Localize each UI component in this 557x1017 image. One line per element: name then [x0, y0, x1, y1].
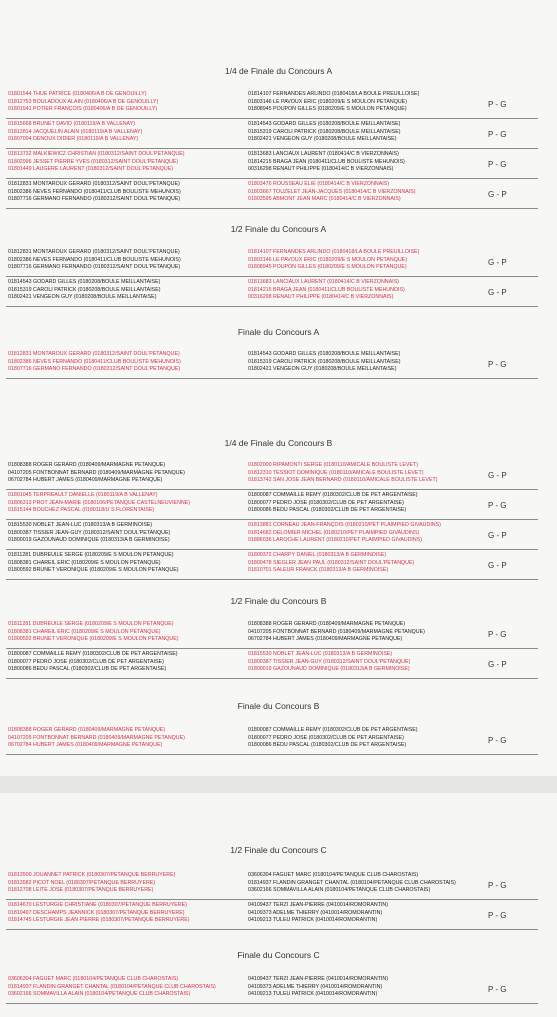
player-line: 01800592 BRUNET VÉRONIQUE (0180209/E S MOULON PETANQUE)	[8, 567, 179, 573]
left-team	[8, 621, 244, 644]
player-line: 01814682 DELOMIER MICHEL (0180210/PET PLAIMPIED GIVAUDINS)	[248, 529, 420, 536]
player-line: 01802421 VENGEON GUY (0180208/BOULE MEILLANTAISE)	[248, 136, 397, 142]
player-line: 01815319 CAROLI PATRICK (0180208/BOULE MEILLANTAISE)	[8, 286, 161, 293]
player-line: 01803667 TOUZELET JEAN-JACQUES (0180414/C B VIERZONNAIS)	[248, 188, 416, 195]
row-divider	[6, 754, 538, 755]
player-line: 01807716 GERMANO FERNANDO (0180312/SAINT DOUL'PETANQUE)	[8, 196, 181, 202]
player-line: 01814107 FERNANDES ARLINDO (0180418/LA BOULE PREUILLOISE)	[248, 91, 420, 97]
match-score: P - G	[488, 911, 507, 920]
left-team	[8, 462, 244, 485]
match-score: P - G	[488, 985, 507, 994]
left-team	[8, 552, 244, 575]
row-divider	[6, 178, 538, 179]
left-team	[8, 351, 244, 374]
player-line: 01814107 FERNANDES ARLINDO (0180418/LA BOULE PREUILLOISE)	[248, 249, 420, 255]
player-line: 01815530 NOBLET JEAN-LUC (0180313/A B GERMINOISE)	[8, 522, 153, 528]
row-divider	[6, 929, 538, 930]
player-line: 01800387 TISSIER JEAN-GUY (0180312/SAINT DOUL'PETANQUE)	[248, 658, 411, 665]
player-line: 03606304 FAGUET MARC (0180104/PETANQUE CLUB CHAROSTAIS)	[8, 976, 179, 982]
player-line: 01800077 PEDRO JOSÉ (0180302/CLUB DE PET ARGENTAISE)	[248, 499, 404, 506]
player-line: 01800387 TISSIER JEAN-GUY (0180312/SAINT DOUL'PETANQUE)	[8, 529, 171, 536]
row-divider	[6, 276, 538, 277]
player-line: 01808388 ROGER GÉRARD (0180409/MARMAGNE PETANQUE)	[248, 621, 406, 627]
player-line: 01812831 MONTAROUX GÉRARD (0180312/SAINT DOUL'PETANQUE)	[8, 249, 180, 255]
player-line: 01803146 LE PAVOUX ERIC (0180209/E S MOULON PETANQUE)	[248, 256, 407, 263]
row-divider	[6, 148, 538, 149]
right-team	[248, 462, 498, 485]
round-title: Finale du Concours C	[237, 950, 320, 960]
match-score: G - P	[488, 531, 507, 540]
left-team	[8, 651, 244, 674]
player-line: 01812708 LEITE JOSÉ (0180307/PETANQUE BERRUYERE)	[8, 887, 154, 893]
player-line: 01800077 PEDRO JOSÉ (0180302/CLUB DE PET ARGENTAISE)	[248, 734, 404, 741]
row-divider	[6, 208, 538, 209]
player-line: 01800019 GAZOUNAUD DOMINIQUE (0180313/A B GERMINOISE)	[248, 666, 410, 672]
left-team	[8, 872, 244, 895]
player-line: 01800478 SIEGLER JEAN PAUL (0180312/SAINT DOUL'PETANQUE)	[248, 559, 415, 566]
player-line: 01803146 LE PAVOUX ERIC (0180209/E S MOULON PETANQUE)	[248, 98, 407, 105]
player-line: 01814543 GODARD GILLES (0180208/BOULE MEILLANTAISE)	[248, 121, 401, 127]
match-row	[6, 492, 538, 520]
round-title: 1/4 de Finale du Concours A	[224, 66, 333, 76]
match-score: P - G	[488, 360, 507, 369]
match-row	[6, 181, 538, 209]
player-line: 04107205 FONTBONNAT BERNARD (0180409/MARMAGNE PETANQUE)	[248, 628, 425, 635]
match-score: P - G	[488, 130, 507, 139]
player-line: 04107205 FONTBONNAT BERNARD (0180409/MARMAGNE PETANQUE)	[8, 469, 185, 476]
player-line: 01803595 ABMONT JEAN MARC (0180414/C B VIERZONNAIS)	[248, 196, 401, 202]
right-team	[248, 91, 498, 114]
player-line: 03606304 FAGUET MARC (0180104/PETANQUE CLUB CHAROSTAIS)	[248, 872, 419, 878]
player-line: 01801544 THUE PATRICE (0180406/A B DE GENOUILLY)	[8, 91, 147, 97]
player-line: 01801541 POTIER FRANÇOIS (0180406/A B DE GENOUILLY)	[8, 106, 158, 112]
player-line: 01813732 MALKIEWICZ CHRISTIAN (0180312/SAINT DOUL'PETANQUE)	[8, 151, 185, 157]
player-line: 04109213 TULEU PATRICK (0410014/ROMORANTIN)	[248, 991, 378, 997]
match-score: G - P	[488, 288, 507, 297]
round-title: Finale du Concours B	[237, 701, 320, 711]
player-line: 01813742 SAN JOSE JEAN BERNARD (0180110/AMICALE BOULISTE LEVET)	[248, 477, 438, 483]
sheet-gap	[0, 776, 557, 793]
round-title: Finale du Concours A	[237, 327, 320, 337]
match-row	[6, 121, 538, 149]
player-line: 01814543 GODARD GILLES (0180208/BOULE MEILLANTAISE)	[8, 279, 161, 285]
right-team	[248, 651, 498, 674]
player-line: 01812831 MONTAROUX GÉRARD (0180312/SAINT DOUL'PETANQUE)	[8, 351, 180, 357]
left-team	[8, 151, 244, 174]
player-line: 04109437 TERZI JEAN-PIERRE (0410014/ROMORANTIN)	[248, 902, 389, 908]
player-line: 01811281 DUBREUILE SERGE (0180209/E S MOULON PETANQUE)	[8, 621, 174, 627]
player-line: 01814937 FLANDIN GRANGET CHANTAL (0180104/PETANQUE CLUB CHAROSTAIS)	[8, 983, 216, 990]
match-score: P - G	[488, 160, 507, 169]
player-line: 01812310 TESSIOT DOMINIQUE (0180110/AMICALE BOULISTE LEVET)	[248, 469, 424, 476]
player-line: 01812814 JACQUELIN ALAIN (0180119/A B VALLENAY)	[8, 128, 143, 135]
match-score: G - P	[488, 561, 507, 570]
row-divider	[6, 1003, 538, 1004]
row-divider	[6, 549, 538, 550]
player-line: 01800086 BEDU PASCAL (0180302/CLUB DE PET ARGENTAISE)	[248, 507, 407, 513]
player-line: 06702784 HUBERT JAMES (0180409/MARMAGNE PETANQUE)	[8, 742, 163, 748]
player-line: 01802421 VENGEON GUY (0180208/BOULE MEILLANTAISE)	[8, 294, 157, 300]
row-divider	[6, 378, 538, 379]
right-team	[248, 351, 498, 374]
player-line: 01803476 ROUSSEAU ELIE (0180414/C B VIERZONNAIS)	[248, 181, 390, 187]
match-row	[6, 351, 538, 379]
match-row	[6, 462, 538, 490]
player-line: 01815668 BRUNET DAVID (0180119/A B VALLENAY)	[8, 121, 135, 127]
player-line: 01815530 NOBLET JEAN-LUC (0180313/A B GERMINOISE)	[248, 651, 393, 657]
match-row	[6, 651, 538, 679]
match-score: P - G	[488, 630, 507, 639]
row-divider	[6, 579, 538, 580]
match-row	[6, 249, 538, 277]
round-title: 1/4 de Finale du Concours B	[224, 438, 333, 448]
right-team	[248, 492, 498, 515]
player-line: 01808945 POUPON GILLES (0180209/E S MOULON PETANQUE)	[248, 106, 407, 112]
player-line: 01807716 GERMANO FERNANDO (0180312/SAINT DOUL'PETANQUE)	[8, 264, 181, 270]
player-line: 01815144 BOUCHEZ PASCAL (0180118/U S FLORENTAISE)	[8, 507, 155, 513]
player-line: 01802000 RIPAMONTI SERGE (0180110/AMICALE BOULISTE LEVET)	[248, 462, 418, 468]
player-line: 01808381 CHAREIL ERIC (0180209/E S MOULON PETANQUE)	[8, 559, 161, 566]
player-line: 01814215 BRAGA JEAN (0180411/CLUB BOULISTE MEHUNOIS)	[248, 158, 405, 165]
left-team	[8, 976, 244, 999]
match-score: P - G	[488, 881, 507, 890]
left-team	[8, 492, 244, 515]
left-team	[8, 181, 244, 204]
player-line: 01814215 BRAGA JEAN (0180411/CLUB BOULISTE MEHUNOIS)	[248, 286, 405, 293]
player-line: 01800019 GAZOUNAUD DOMINIQUE (0180313/A B GERMINOISE)	[8, 537, 170, 543]
player-line: 04107205 FONTBONNAT BERNARD (0180409/MARMAGNE PETANQUE)	[8, 734, 185, 741]
right-team	[248, 121, 498, 144]
match-row	[6, 976, 538, 1004]
match-row	[6, 872, 538, 900]
player-line: 01807716 GERMANO FERNANDO (0180312/SAINT DOUL'PETANQUE)	[8, 366, 181, 372]
player-line: 01815319 CAROLI PATRICK (0180208/BOULE MEILLANTAISE)	[248, 128, 401, 135]
right-team	[248, 902, 498, 925]
player-line: 01886036 LAROCHE LAURENT (0180210/PET PLAIMPIED GIVAUDINS)	[248, 537, 422, 543]
player-line: 01810497 DESCHAMPS JEANNICK (0180307/PETANQUE BERRUYERE)	[8, 909, 185, 916]
player-line: 06702784 HUBERT JAMES (0180409/MARMAGNE PETANQUE)	[248, 636, 403, 642]
right-team	[248, 522, 498, 545]
player-line: 01800087 COMMAILLE RÉMY (0180302/CLUB DE PET ARGENTAISE)	[248, 727, 418, 733]
right-team	[248, 151, 498, 174]
player-line: 01812831 MONTAROUX GÉRARD (0180312/SAINT DOUL'PETANQUE)	[8, 181, 180, 187]
left-team	[8, 121, 244, 144]
left-team	[8, 279, 244, 302]
right-team	[248, 279, 498, 302]
player-line: 01807004 DENOUX DIDIER (0180119/A B VALLENAY)	[8, 136, 139, 142]
player-line: 01808945 POUPON GILLES (0180209/E S MOULON PETANQUE)	[248, 264, 407, 270]
row-divider	[6, 306, 538, 307]
player-line: 01813500 JOUANNET PATRICK (0180307/PETANQUE BERRUYERE)	[8, 872, 176, 878]
player-line: 01800086 BEDU PASCAL (0180302/CLUB DE PET ARGENTAISE)	[8, 666, 167, 672]
round-title: 1/2 Finale du Concours B	[230, 596, 327, 606]
player-line: 01813881 CORNEAU JEAN-FRANÇOIS (0180210/PET PLAIMPIED GIVAUDINS)	[248, 522, 441, 528]
player-line: 01802421 VENGEON GUY (0180208/BOULE MEILLANTAISE)	[248, 366, 397, 372]
round-title: 1/2 Finale du Concours A	[230, 224, 327, 234]
match-score: P - G	[488, 736, 507, 745]
player-line: 01800592 BRUNET VÉRONIQUE (0180209/E S MOULON PETANQUE)	[8, 636, 179, 642]
player-line: 04109373 ADELME THIERRY (0410014/ROMORANTIN)	[248, 983, 383, 990]
player-line: 01808388 ROGER GÉRARD (0180409/MARMAGNE PETANQUE)	[8, 727, 166, 733]
match-row	[6, 522, 538, 550]
player-line: 01815319 CAROLI PATRICK (0180208/BOULE MEILLANTAISE)	[248, 358, 401, 365]
row-divider	[6, 678, 538, 679]
player-line: 01811281 DUBREUILE SERGE (0180209/E S MOULON PETANQUE)	[8, 552, 174, 558]
match-score: G - P	[488, 471, 507, 480]
player-line: 04109437 TERZI JEAN-PIERRE (0410014/ROMORANTIN)	[248, 976, 389, 982]
player-line: 01814745 LESTURGIE JEAN PIERRE (0180307/PETANQUE BERRUYERE)	[8, 917, 190, 923]
player-line: 00316298 RENAUT PHILIPPE (0180414/C B VIERZONNAIS)	[248, 166, 394, 172]
match-score: P - G	[488, 501, 507, 510]
row-divider	[6, 489, 538, 490]
row-divider	[6, 118, 538, 119]
player-line: 01802386 NEVES FERNANDO (0180411/CLUB BOULISTE MEHUNOIS)	[8, 188, 181, 195]
player-line: 01800372 CHARPY DANIEL (0180313/A B GERMINOISE)	[248, 552, 387, 558]
match-score: G - P	[488, 190, 507, 199]
match-row	[6, 902, 538, 930]
player-line: 01802386 NEVES FERNANDO (0180411/CLUB BOULISTE MEHUNOIS)	[8, 256, 181, 263]
player-line: 01814670 LESTURGIE CHRISTIANE (0180307/PETANQUE BERRUYERE)	[8, 902, 187, 908]
player-line: 01801045 TERPREAULT DANIELLE (0180119/A B VALLENAY)	[8, 492, 158, 498]
right-team	[248, 249, 498, 272]
player-line: 01800086 BEDU PASCAL (0180302/CLUB DE PET ARGENTAISE)	[248, 742, 407, 748]
player-line: 04109373 ADELME THIERRY (0410014/ROMORANTIN)	[248, 909, 383, 916]
right-team	[248, 552, 498, 575]
player-line: 01800077 PEDRO JOSÉ (0180302/CLUB DE PET ARGENTAISE)	[8, 658, 164, 665]
player-line: 03602166 SOMMAVILLA ALAIN (0180104/PETANQUE CLUB CHAROSTAIS)	[248, 887, 431, 893]
player-line: 01802386 NEVES FERNANDO (0180411/CLUB BOULISTE MEHUNOIS)	[8, 358, 181, 365]
player-line: 03602166 SOMMAVILLA ALAIN (0180104/PETANQUE CLUB CHAROSTAIS)	[8, 991, 191, 997]
match-row	[6, 727, 538, 755]
left-team	[8, 727, 244, 750]
left-team	[8, 249, 244, 272]
player-line: 01812753 BOULADOUX ALAIN (0180406/A B DE GENOUILLY)	[8, 98, 159, 105]
player-line: 01813683 LANCIAUX LAURENT (0180414/C B VIERZONNAIS)	[248, 279, 399, 285]
right-team	[248, 872, 498, 895]
left-team	[8, 91, 244, 114]
player-line: 01814937 FLANDIN GRANGET CHANTAL (0180104/PETANQUE CLUB CHAROSTAIS)	[248, 879, 456, 886]
match-row	[6, 279, 538, 307]
right-team	[248, 621, 498, 644]
match-score: G - P	[488, 258, 507, 267]
match-score: P - G	[488, 100, 507, 109]
row-divider	[6, 519, 538, 520]
right-team	[248, 976, 498, 999]
player-line: 01813683 LANCIAUX LAURENT (0180414/C B VIERZONNAIS)	[248, 151, 399, 157]
player-line: 01806313 PROT JEAN-MARIE (0180106/PETANQUE CASTELNEUVIENNE)	[8, 499, 191, 506]
right-team	[248, 181, 498, 204]
player-line: 01800087 COMMAILLE RÉMY (0180302/CLUB DE PET ARGENTAISE)	[8, 651, 178, 657]
right-team	[248, 727, 498, 750]
player-line: 01800087 COMMAILLE RÉMY (0180302/CLUB DE PET ARGENTAISE)	[248, 492, 418, 498]
match-row	[6, 151, 538, 179]
player-line: 01810701 SALEUR FRANCK (0180313/A B GERMINOISE)	[248, 567, 389, 573]
left-team	[8, 902, 244, 925]
row-divider	[6, 648, 538, 649]
match-score: G - P	[488, 660, 507, 669]
player-line: 01808381 CHAREIL ERIC (0180209/E S MOULON PETANQUE)	[8, 628, 161, 635]
match-row	[6, 621, 538, 649]
player-line: 04109213 TULEU PATRICK (0410014/ROMORANTIN)	[248, 917, 378, 923]
round-title: 1/2 Finale du Concours C	[230, 845, 327, 855]
player-line: 01808388 ROGER GÉRARD (0180409/MARMAGNE PETANQUE)	[8, 462, 166, 468]
player-line: 01801449 LAUGERE LAURENT (0180312/SAINT DOUL'PETANQUE)	[8, 166, 173, 172]
left-team	[8, 522, 244, 545]
player-line: 01802996 JESSET PIERRE YVES (0180312/SAINT DOUL'PETANQUE)	[8, 158, 179, 165]
row-divider	[6, 899, 538, 900]
player-line: 00316298 RENAUT PHILIPPE (0180414/C B VIERZONNAIS)	[248, 294, 394, 300]
player-line: 06702784 HUBERT JAMES (0180409/MARMAGNE PETANQUE)	[8, 477, 163, 483]
player-line: 01814543 GODARD GILLES (0180208/BOULE MEILLANTAISE)	[248, 351, 401, 357]
match-row	[6, 91, 538, 119]
player-line: 01813582 PICOT NOËL (0180307/PETANQUE BERRUYERE)	[8, 879, 156, 886]
match-row	[6, 552, 538, 580]
